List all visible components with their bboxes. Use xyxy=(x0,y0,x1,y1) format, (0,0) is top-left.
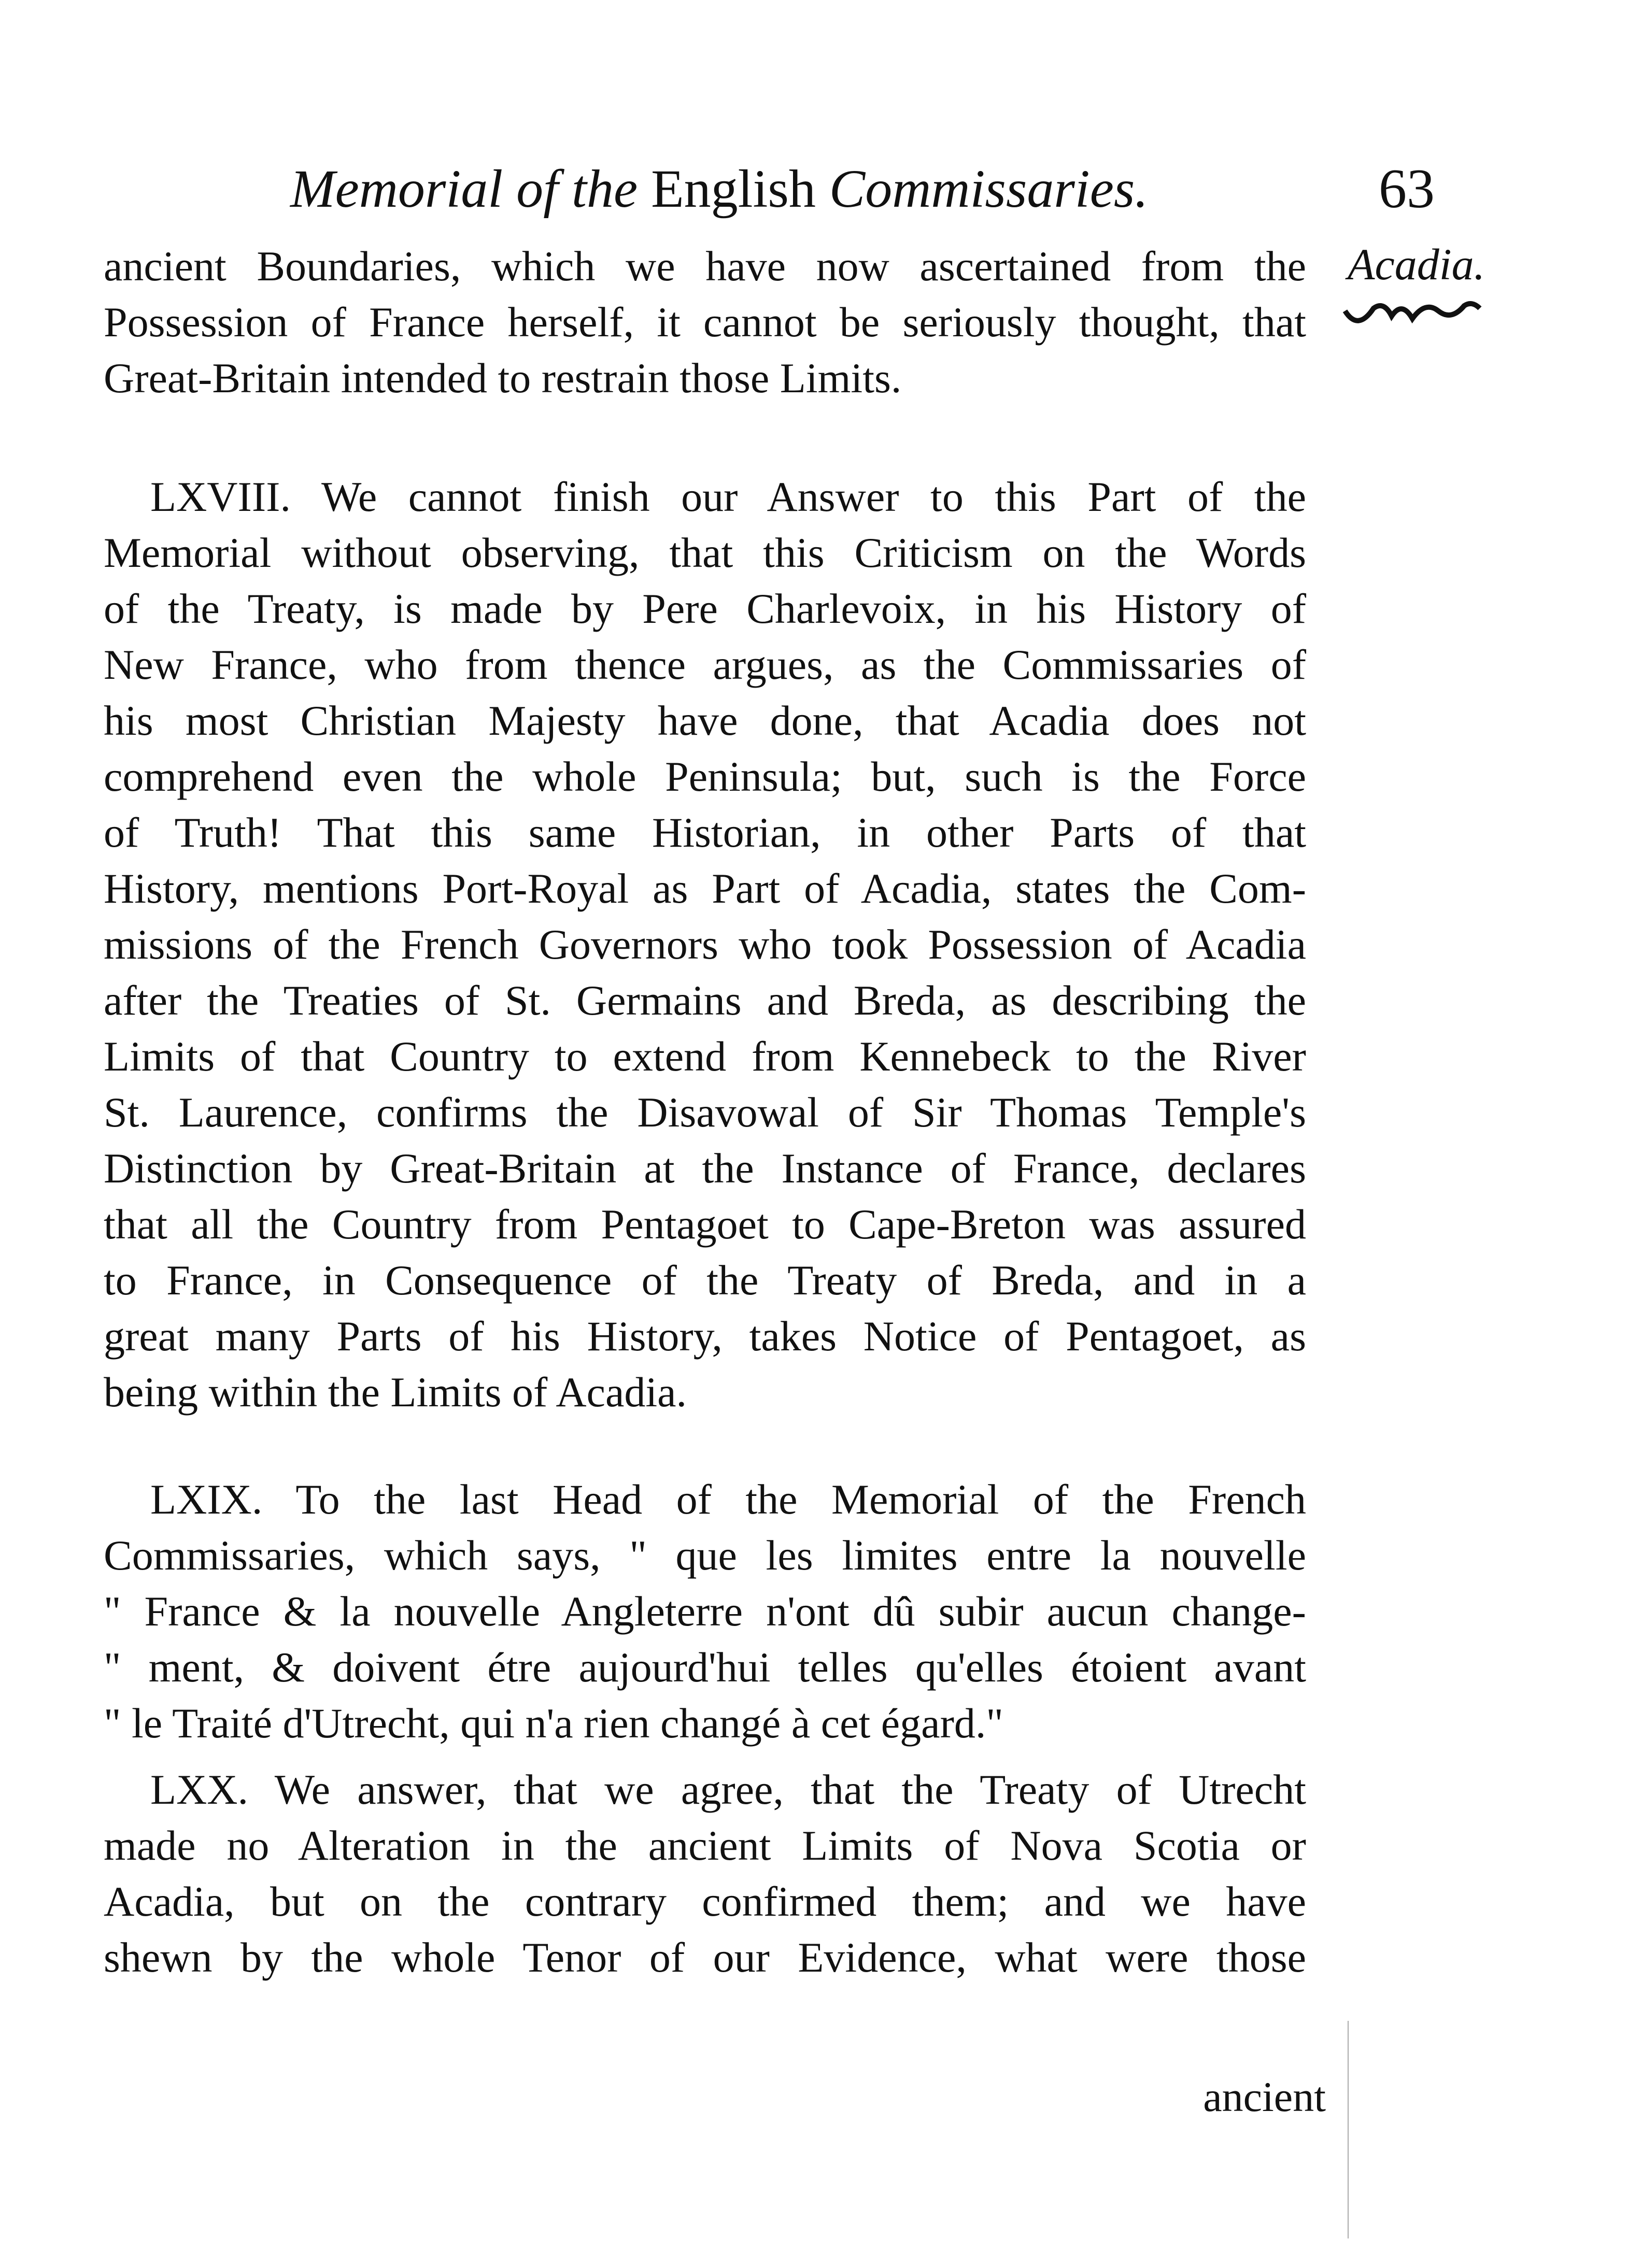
text-line: Great-Britain intended to restrain those Limits. xyxy=(104,354,902,402)
text-line: LXIX. To the last Head of the Memorial of the French xyxy=(150,1476,1306,1523)
text-line: New France, who from thence argues, as the Commissaries of xyxy=(104,641,1306,688)
text-line: " ment, & doivent étre aujourd'hui telles qu'elles étoient avant xyxy=(104,1644,1306,1691)
text-line: Possession of France herself, it cannot be seriously thought, that xyxy=(104,298,1306,346)
header-title-part3: Commissaries. xyxy=(829,159,1149,219)
running-header xyxy=(290,150,1348,228)
text-line: of Truth! That this same Historian, in other Parts of that xyxy=(104,809,1306,856)
text-line: St. Laurence, confirms the Disavowal of Sir Thomas Temple's xyxy=(104,1089,1306,1136)
text-line: Distinction by Great-Britain at the Instance of France, declares xyxy=(104,1145,1306,1192)
text-line: after the Treaties of St. Germains and Breda, as describing the xyxy=(104,977,1306,1024)
text-line: Memorial without observing, that this Criticism on the Words xyxy=(104,529,1306,576)
page-number: 63 xyxy=(1379,158,1435,220)
text-line: his most Christian Majesty have done, that Acadia does not xyxy=(104,697,1306,744)
text-line: great many Parts of his History, takes Notice of Pentagoet, as xyxy=(104,1313,1306,1360)
text-line: made no Alteration in the ancient Limits of Nova Scotia or xyxy=(104,1822,1306,1869)
text-line: shewn by the whole Tenor of our Evidence, what were those xyxy=(104,1934,1306,1981)
text-line: Commissaries, which says, " que les limites entre la nouvelle xyxy=(104,1532,1306,1579)
text-line: Limits of that Country to extend from Kennebeck to the River xyxy=(104,1033,1306,1080)
scan-edge-mark xyxy=(1348,2021,1349,2238)
text-line: to France, in Consequence of the Treaty of Breda, and in a xyxy=(104,1257,1306,1304)
paragraph-1 xyxy=(104,238,1306,406)
text-line: " le Traité d'Utrecht, qui n'a rien changé à cet égard." xyxy=(104,1700,1003,1747)
text-line: being within the Limits of Acadia. xyxy=(104,1368,687,1416)
catchword: ancient xyxy=(1203,2073,1326,2120)
header-title-part1: Memorial of the xyxy=(290,159,638,219)
header-title-part2: English xyxy=(651,159,816,219)
text-line: missions of the French Governors who took Possession of Acadia xyxy=(104,921,1306,968)
paragraph-2 xyxy=(104,469,1306,1420)
text-line: Acadia, but on the contrary confirmed them; and we have xyxy=(104,1878,1306,1925)
text-line: LXVIII. We cannot finish our Answer to this Part of the xyxy=(150,473,1306,520)
text-line: that all the Country from Pentagoet to Cape-Breton was assured xyxy=(104,1201,1306,1248)
text-line: LXX. We answer, that we agree, that the Treaty of Utrecht xyxy=(150,1766,1306,1813)
paragraph-3 xyxy=(104,1472,1306,1751)
margin-note: Acadia. xyxy=(1348,239,1485,289)
flourish-ornament xyxy=(1342,295,1482,332)
text-line: " France & la nouvelle Angleterre n'ont dû subir aucun change- xyxy=(104,1588,1306,1635)
paragraph-4 xyxy=(104,1762,1306,1986)
text-line: comprehend even the whole Peninsula; but, such is the Force xyxy=(104,753,1306,800)
text-line: ancient Boundaries, which we have now ascertained from the xyxy=(104,243,1306,290)
text-line: of the Treaty, is made by Pere Charlevoix, in his History of xyxy=(104,585,1306,632)
text-line: History, mentions Port-Royal as Part of Acadia, states the Com- xyxy=(104,865,1306,912)
